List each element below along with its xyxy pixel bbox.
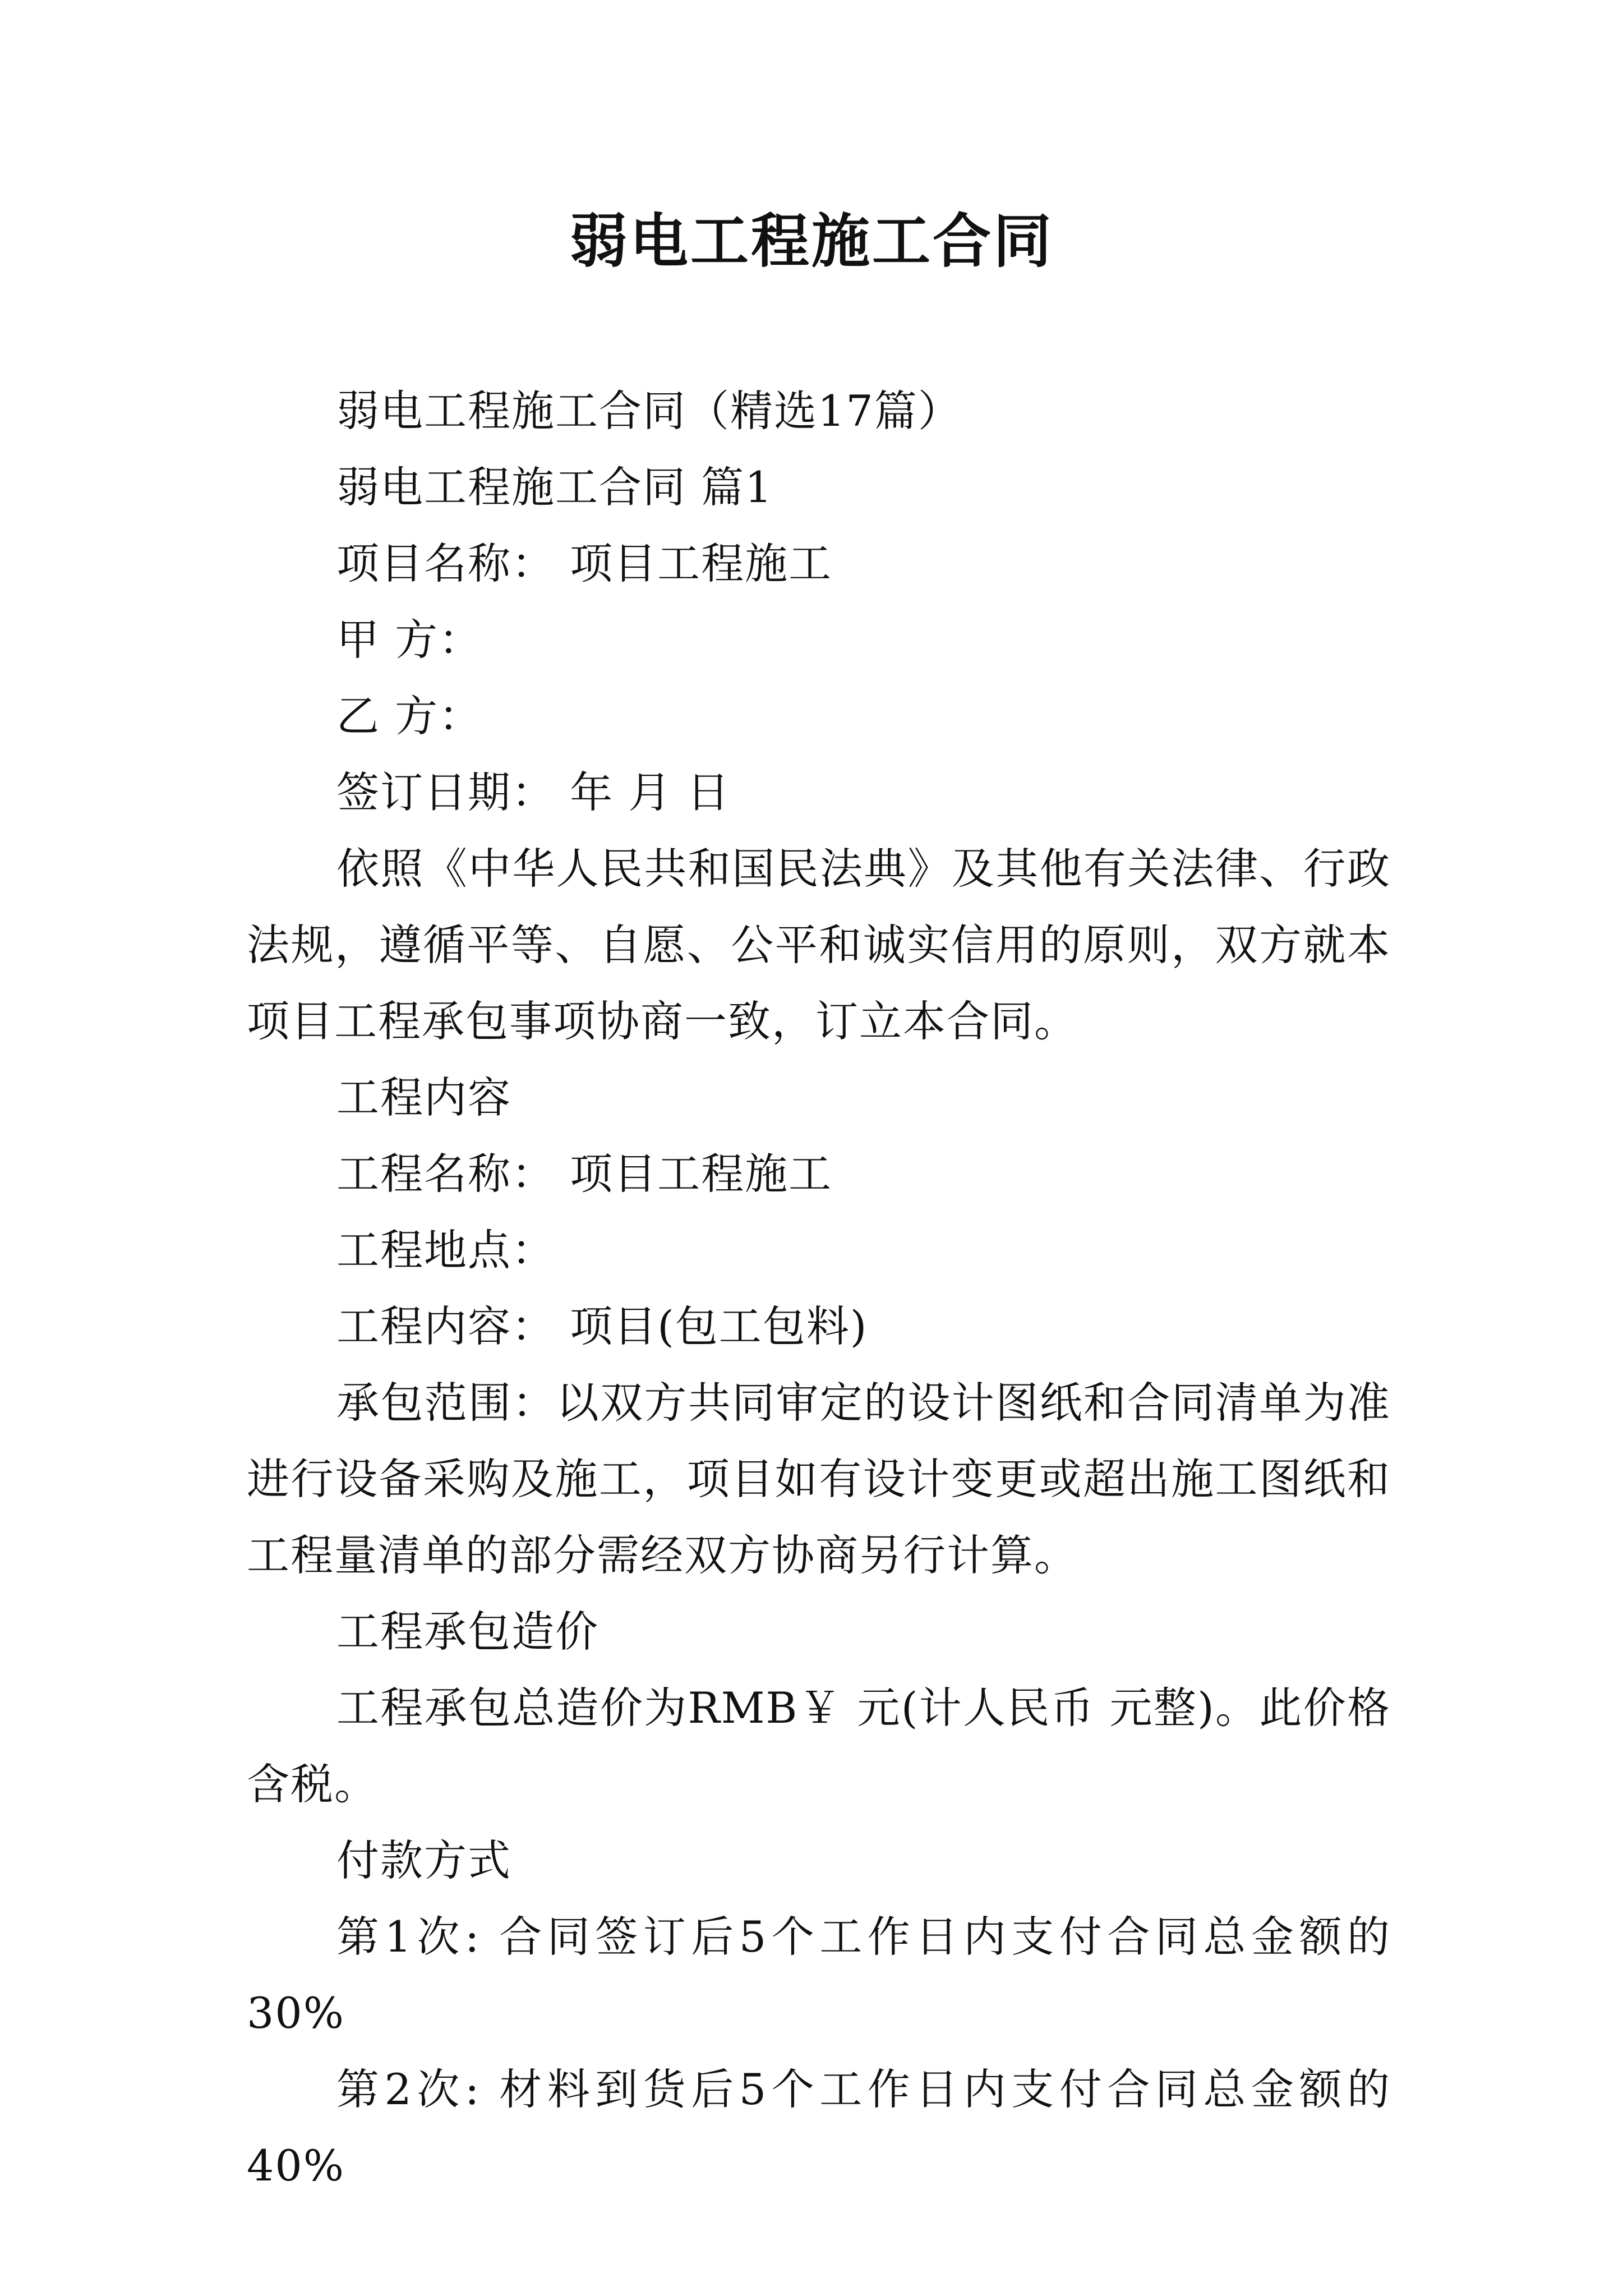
paragraph-total-price: 工程承包总造价为RMB￥ 元(计人民币 元整)。此价格含税。 xyxy=(247,1683,1391,1809)
document-title: 弱电工程施工合同 xyxy=(569,206,1054,275)
paragraph-heading-scope: 工程内容 xyxy=(336,1073,511,1122)
document-body xyxy=(247,373,1391,2204)
paragraph-legal-basis: 依照《中华人民共和国民法典》及其他有关法律、行政法规，遵循平等、自愿、公平和诚实信用的原则，双方就本项目工程承包事项协商一致，订立本合同。 xyxy=(247,844,1391,1046)
paragraph-engineering-content: 工程内容： 项目(包工包料) xyxy=(336,1301,868,1351)
paragraph-subtitle: 弱电工程施工合同（精选17篇） xyxy=(336,386,962,436)
paragraph-party-a: 甲 方： xyxy=(336,615,483,665)
paragraph-contract-scope: 承包范围：以双方共同审定的设计图纸和合同清单为准进行设备采购及施工，项目如有设计变更或超出施工图纸和工程量清单的部分需经双方协商另行计算。 xyxy=(247,1378,1391,1580)
paragraph-heading-price: 工程承包造价 xyxy=(336,1607,599,1657)
paragraph-engineering-name: 工程名称： 项目工程施工 xyxy=(336,1149,833,1199)
paragraph-payment-1: 第1次: 合同签订后5个工作日内支付合同总金额的30% xyxy=(247,1912,1391,2038)
paragraph-heading-payment: 付款方式 xyxy=(336,1835,511,1885)
paragraph-section-heading: 弱电工程施工合同 篇1 xyxy=(336,462,773,512)
paragraph-sign-date: 签订日期： 年 月 日 xyxy=(336,767,731,817)
paragraph-project-name: 项目名称： 项目工程施工 xyxy=(336,539,833,588)
paragraph-engineering-location: 工程地点： xyxy=(336,1225,555,1275)
paragraph-party-b: 乙 方： xyxy=(336,691,483,741)
paragraph-payment-2: 第2次: 材料到货后5个工作日内支付合同总金额的40% xyxy=(247,2064,1391,2191)
